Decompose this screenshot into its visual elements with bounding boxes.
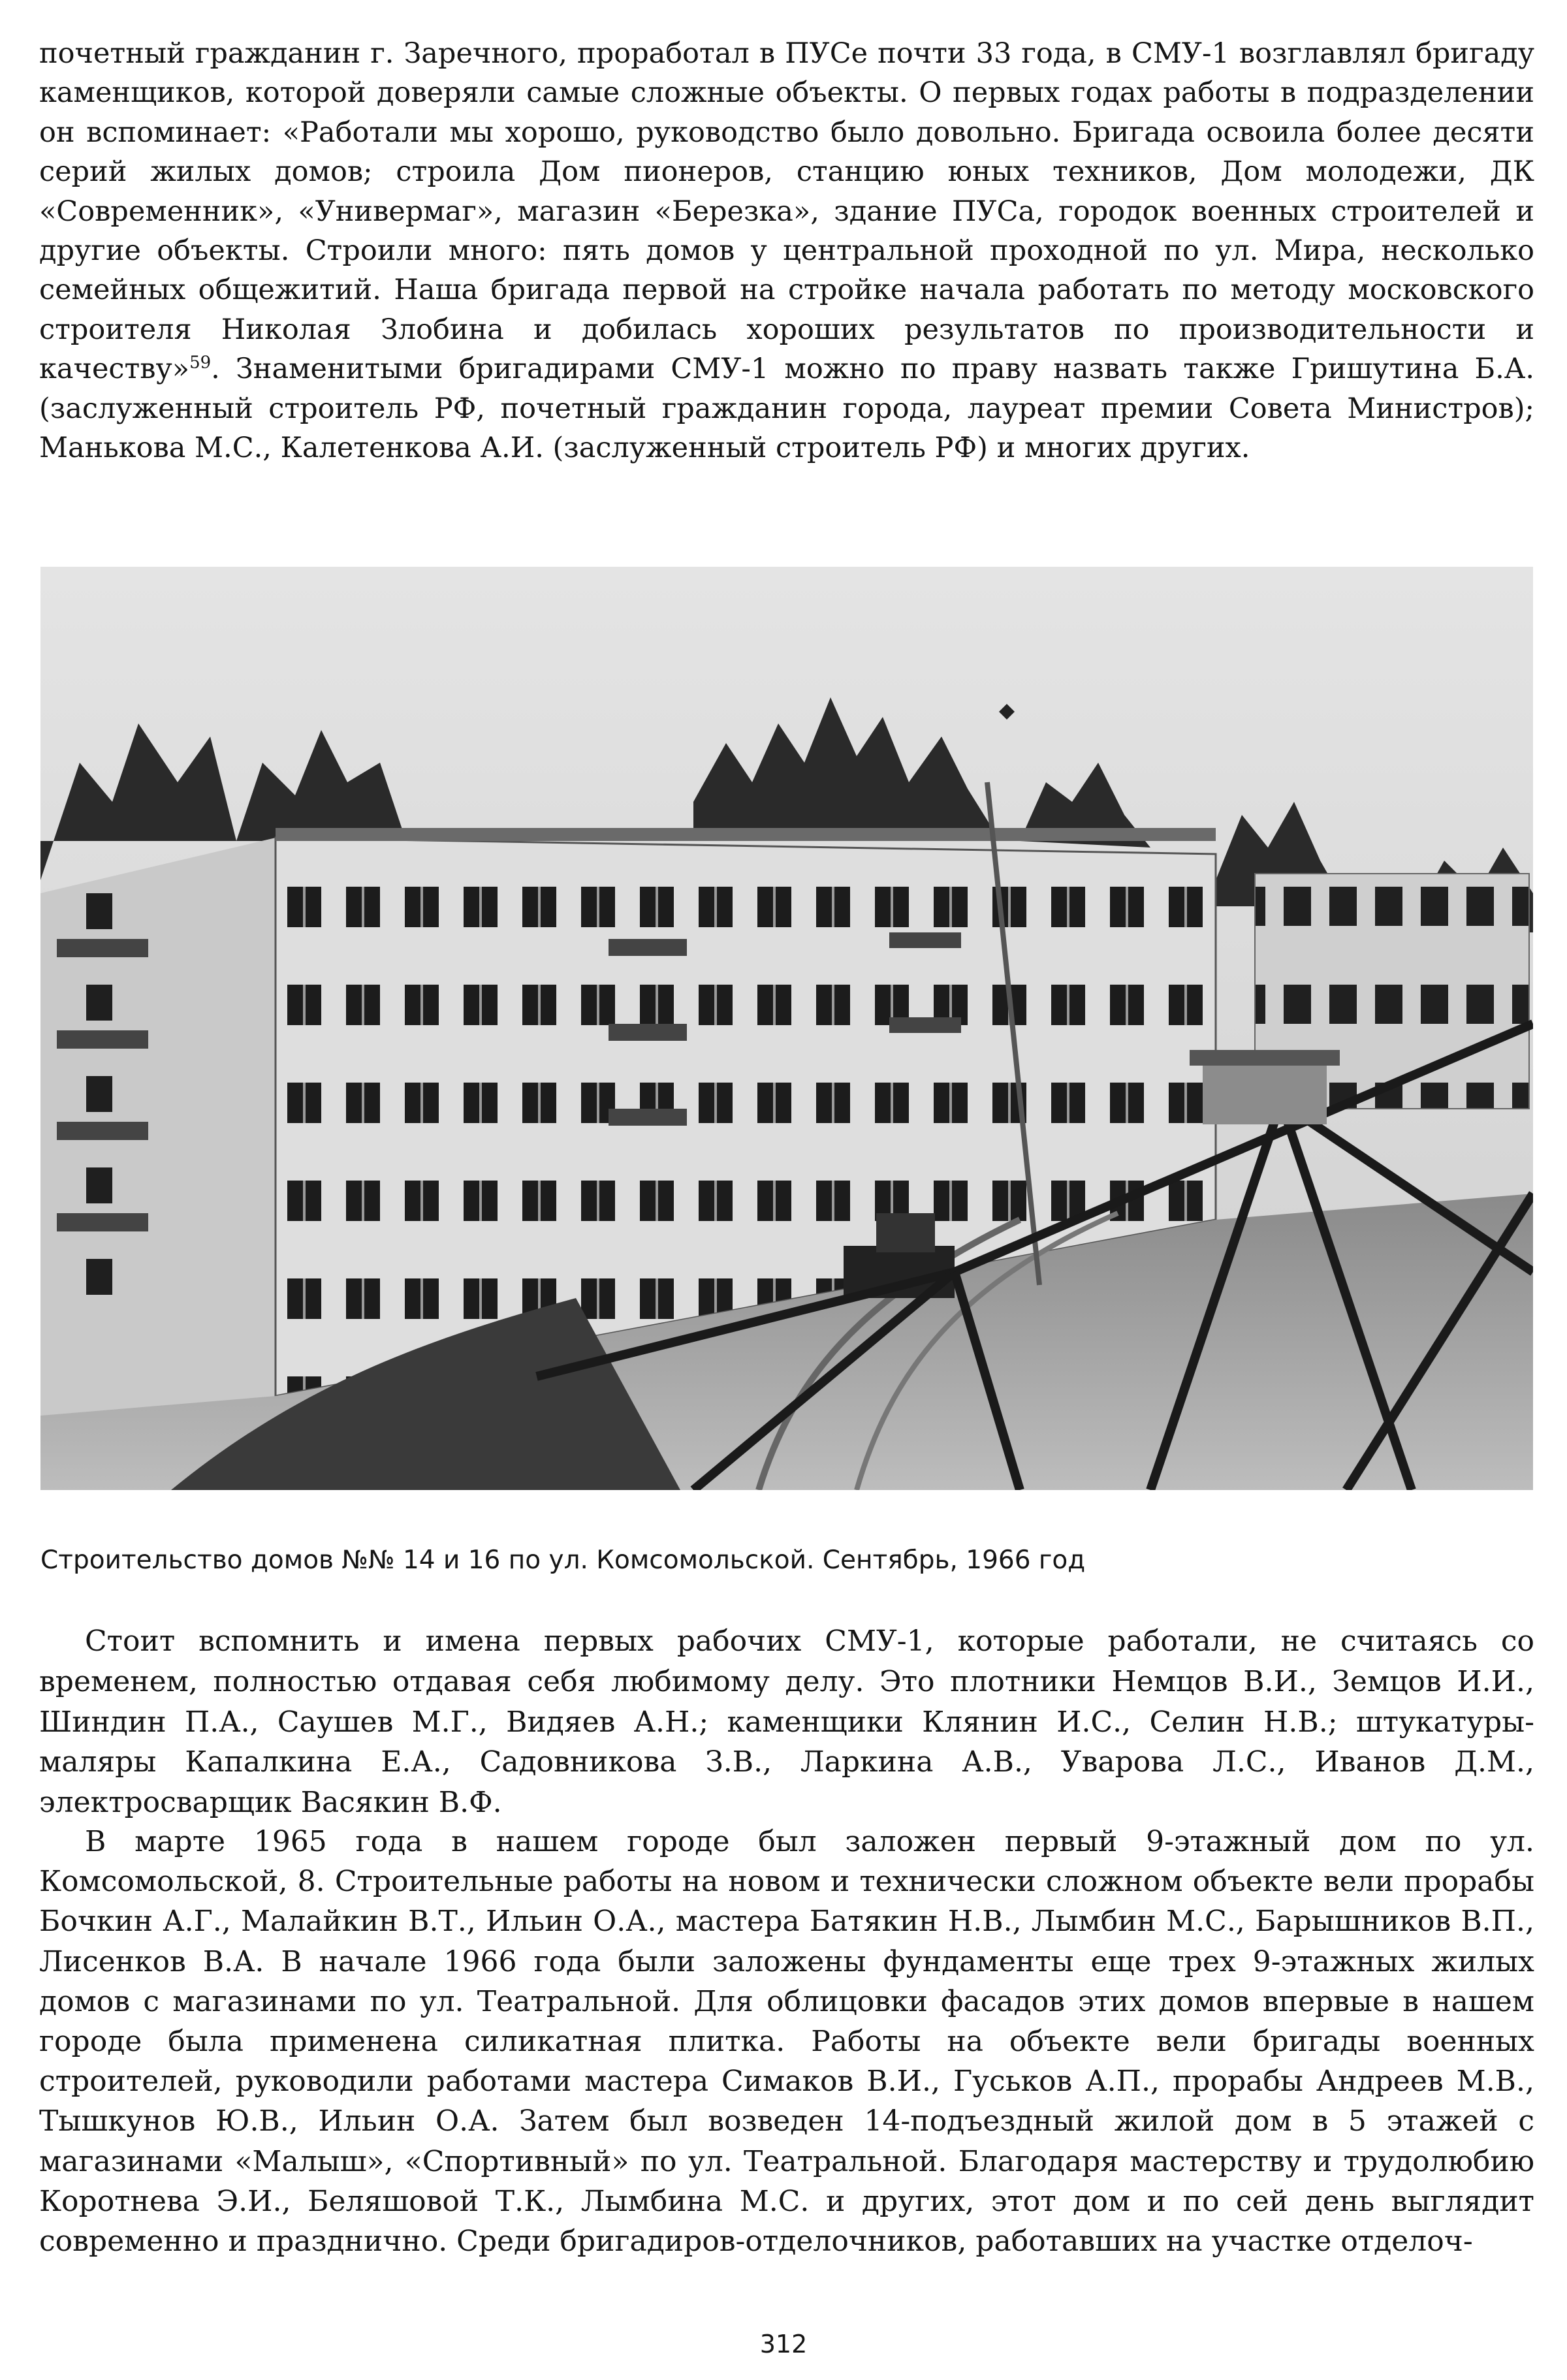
- text-top-part-b: . Знаменитыми бригадирами СМУ-1 можно по праву назвать также Гришутина Б.А. (заслуженный строитель РФ, почетный гражданин города, лауреат премии Совета Министров); Манькова М.С., Калетенкова А.И. (заслуженный строитель РФ) и многих других.: [39, 353, 1534, 465]
- construction-photo: [40, 567, 1533, 1490]
- text-top-part-a: почетный гражданин г. Заречного, проработал в ПУСе почти 33 года, в СМУ-1 возглавлял бригаду каменщиков, которой доверяли самые сложные объекты. О первых годах работы в подразделении он вспоминает: «Работали мы хорошо, руководство было довольно. Бригада освоила более десяти серий жилых домов; строила Дом пионеров, станцию юных техников, Дом молодежи, ДК «Современник», «Универмаг», магазин «Березка», здание ПУСа, городок военных строителей и другие объекты. Строили много: пять домов у центральной проходной по ул. Мира, несколько семейных общежитий. Наша бригада первой на стройке начала работать по методу московского строителя Николая Злобина и добилась хороших результатов по производительности и качеству»: [39, 37, 1534, 386]
- footnote-reference: 59: [189, 353, 212, 373]
- paragraph-nine-storey: В марте 1965 года в нашем городе был заложен первый 9-этажный дом по ул. Комсомольской, 8. Строительные работы на новом и технически сложном объекте вели прорабы Бочкин А.Г., Малайкин В.Т., Ильин О.А., мастера Батякин Н.В., Лымбин М.С., Барышников В.П., Лисенков В.А. В начале 1966 года были заложены фундаменты еще трех 9-этажных жилых домов с магазинами по ул. Театральной. Для облицовки фасадов этих домов впервые в нашем городе была применена силикатная плитка. Работы на объекте вели бригады военных строителей, руководили работами мастера Симаков В.И., Гуськов А.П., прорабы Андреев М.В., Тышкунов Ю.В., Ильин О.А. Затем был возведен 14-подъездный жилой дом в 5 этажей с магазинами «Малыш», «Спортивный» по ул. Театральной. Благодаря мастерству и трудолюбию Коротнева Э.И., Беляшовой Т.К., Лымбина М.С. и других, этот дом и по сей день выглядит современно и празднично. Среди бригадиров-отделочников, работавших на участке отделоч-: [39, 1825, 1534, 2259]
- paragraph-workers: Стоит вспомнить и имена первых рабочих СМУ-1, которые работали, не считаясь со временем, полностью отдавая себя любимому делу. Это плотники Немцов В.И., Земцов И.И., Шиндин П.А., Саушев М.Г., Видяев А.Н.; каменщики Клянин И.С., Селин Н.В.; штукатуры-маляры Капалкина Е.А., Садовникова З.В., Ларкина А.В., Уварова Л.С., Иванов Д.М., электросварщик Васякин В.Ф.: [39, 1625, 1534, 1820]
- text-block-top: [39, 34, 1534, 468]
- page-number: 312: [759, 2330, 808, 2358]
- photo-caption: Строительство домов №№ 14 и 16 по ул. Комсомольской. Сентябрь, 1966 год: [40, 1546, 1086, 1575]
